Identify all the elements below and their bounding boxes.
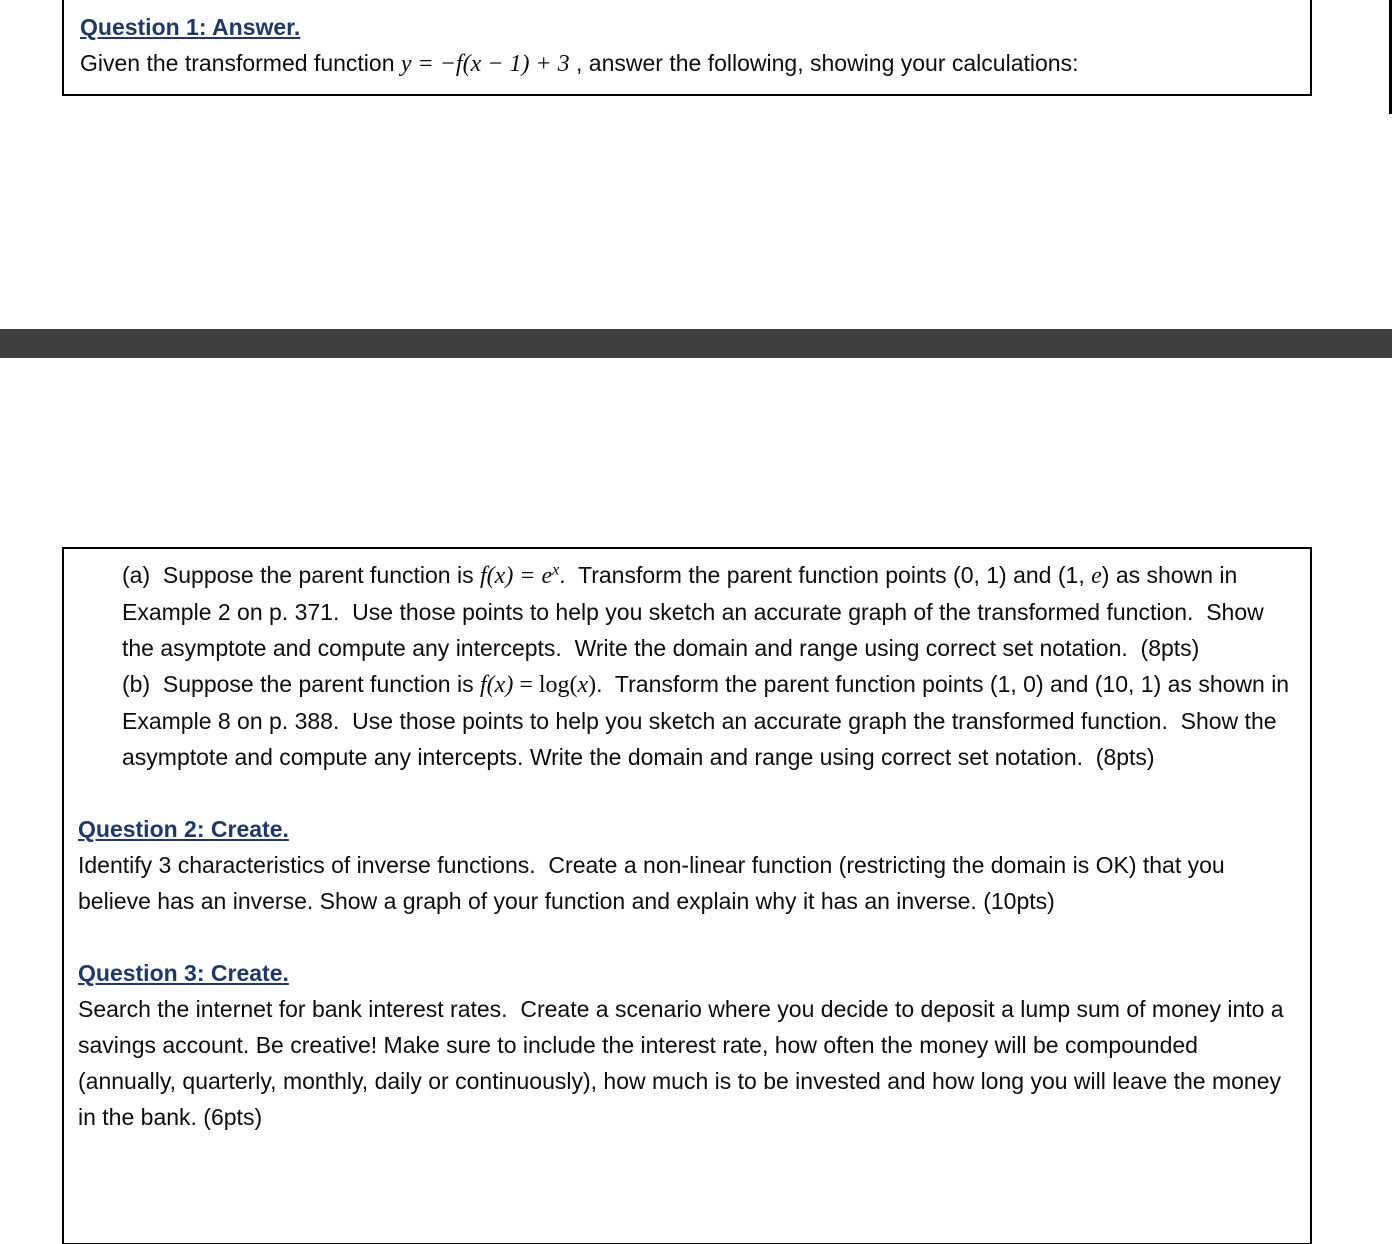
question2-heading: Question 2: Create. bbox=[78, 816, 289, 842]
math-superscript: x bbox=[552, 561, 560, 579]
question3-heading: Question 3: Create. bbox=[78, 960, 289, 986]
math-expression: f(x) = e bbox=[480, 563, 553, 589]
math-expression: ) bbox=[588, 672, 597, 698]
text-run: . Transform the parent function points (0, 1) and (1, bbox=[559, 562, 1092, 588]
math-expression: = log( bbox=[513, 672, 578, 698]
math-expression: x bbox=[577, 672, 589, 698]
question1-intro-paragraph bbox=[80, 45, 1165, 82]
question1-part-a-paragraph bbox=[122, 557, 1296, 666]
math-expression: y = −f(x − 1) + 3 bbox=[400, 51, 570, 77]
text-run: (b) Suppose the parent function is bbox=[122, 671, 480, 697]
question3-body-paragraph: Search the internet for bank interest rates. Create a scenario where you decide to deposit a lump sum of money into a savings account. Be creative! Make sure to include the interest rate, how often the money will be compounded (annually, quarterly, monthly, daily or continuously), how much is to be invested and how long you will leave the money in the bank. (6pts) bbox=[78, 996, 1290, 1130]
text-run: , answer the following, showing your calculations: bbox=[569, 50, 1079, 76]
questions-box bbox=[62, 547, 1312, 1244]
question1-heading: Question 1: Answer. bbox=[80, 14, 301, 40]
text-run: (a) Suppose the parent function is bbox=[122, 562, 480, 588]
math-expression: f(x) bbox=[480, 672, 514, 698]
question1-part-b-paragraph bbox=[122, 666, 1296, 775]
section-divider-bar bbox=[0, 329, 1392, 358]
question2-body-paragraph: Identify 3 characteristics of inverse functions. Create a non-linear function (restricting the domain is OK) that you believe has an inverse. Show a graph of your function and explain why it has an inverse. (10pts) bbox=[78, 852, 1232, 914]
text-run: ) as shown in Example 2 on p. 371. Use those points to help you sketch an accurate graph of the transformed function. Show the asymptote and compute any intercepts. Write the domain and range using correct set notation. (8pts) bbox=[122, 562, 1271, 661]
math-expression: e bbox=[1091, 563, 1102, 589]
text-run: Given the transformed function bbox=[80, 50, 401, 76]
text-run: . Transform the parent function points (1, 0) and (10, 1) as shown in Example 8 on p. 388. Use those points to help you sketch an accurate graph the transformed function. Show the asymptote and compute any intercepts. Write the domain and range using correct set notation. (8pts) bbox=[122, 671, 1296, 770]
question1-box bbox=[62, 0, 1312, 96]
